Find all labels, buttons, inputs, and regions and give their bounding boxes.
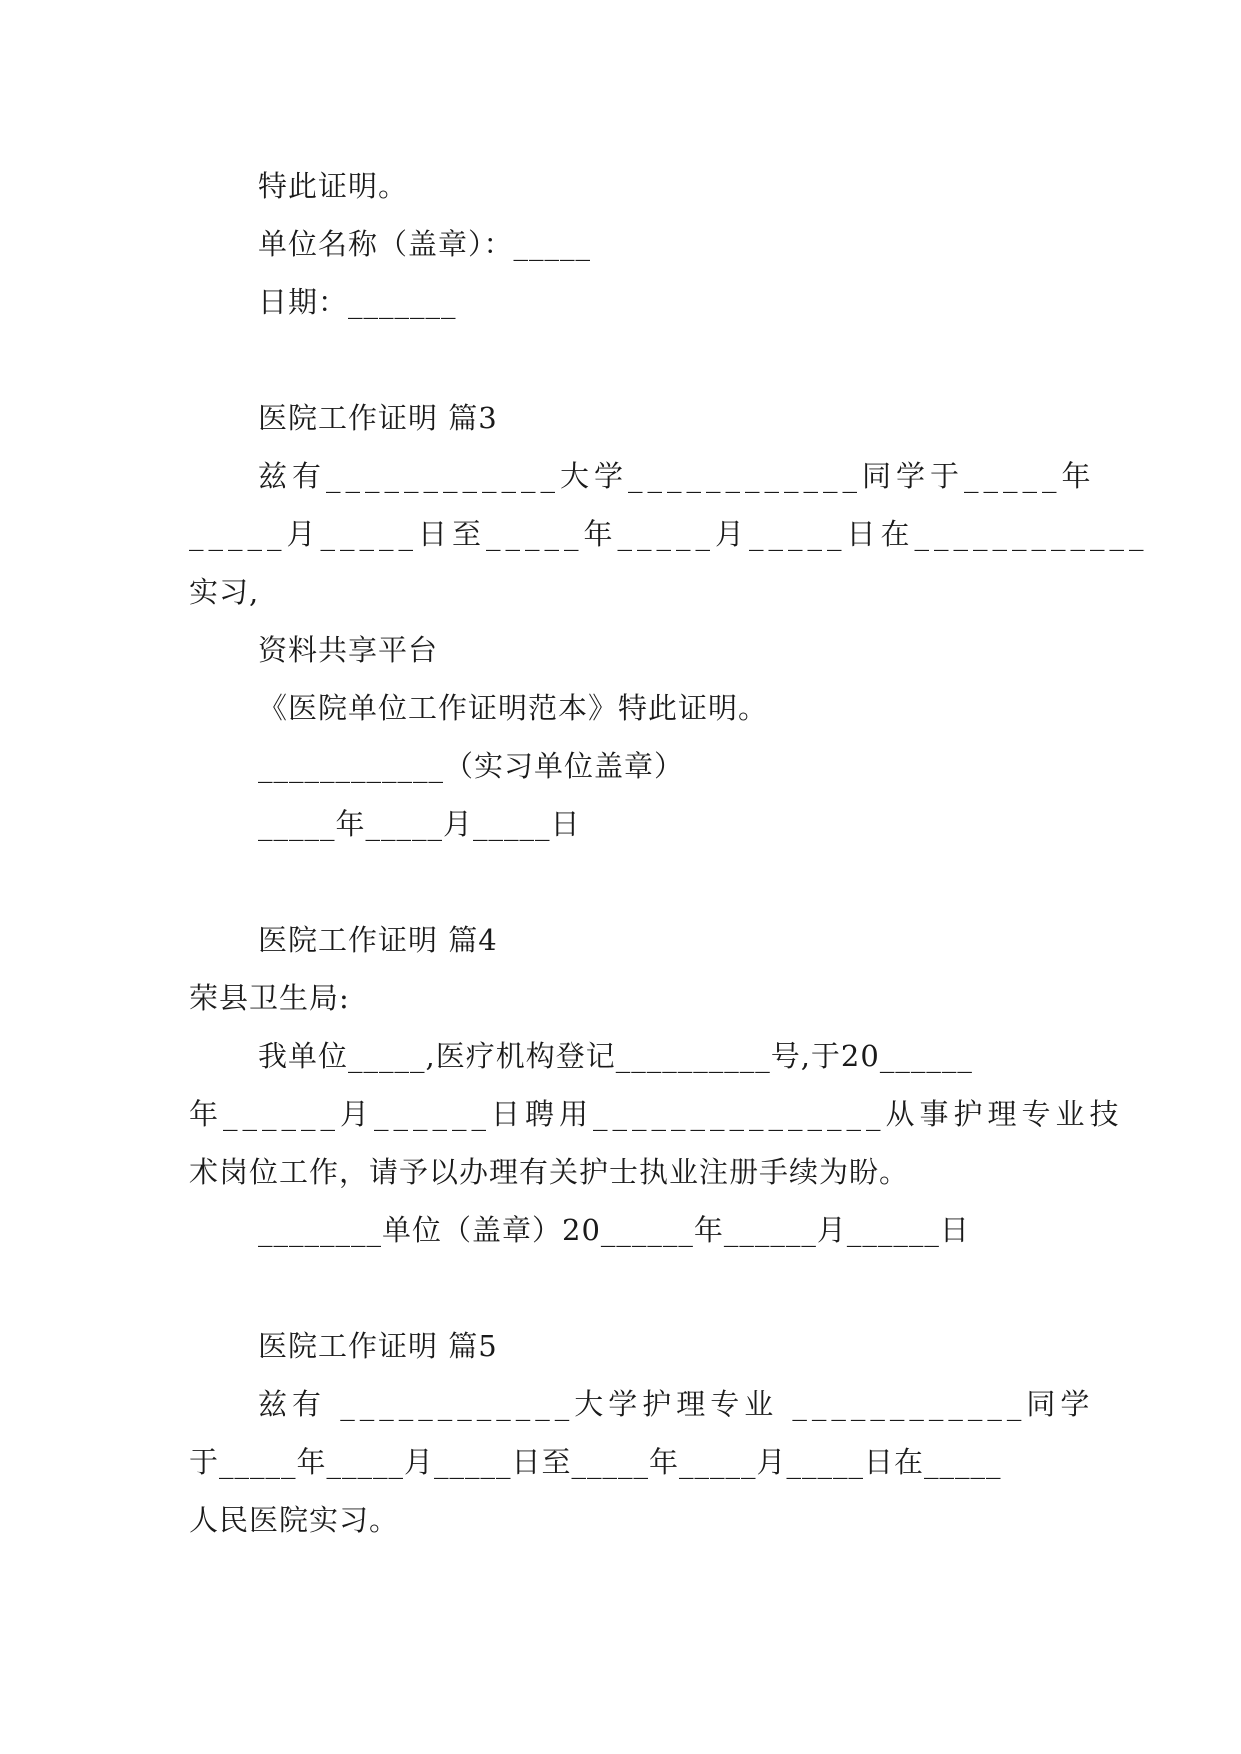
- section-5-title: 医院工作证明 篇5: [258, 1329, 498, 1363]
- section-3-line-3: 实习,: [189, 575, 260, 609]
- certify-line: 特此证明。: [258, 169, 409, 203]
- section-4-addressee: 荣县卫生局:: [189, 981, 350, 1015]
- section-5-line-2: 于_____年_____月_____日至_____年_____月_____日在_____: [189, 1445, 1002, 1479]
- section-3-line-7: _____年_____月_____日: [258, 807, 581, 841]
- section-4-line-1: 我单位_____,医疗机构登记__________号,于20______: [258, 1039, 973, 1073]
- section-3-line-5: 《医院单位工作证明范本》特此证明。: [258, 691, 769, 725]
- section-3-line-4: 资料共享平台: [258, 633, 439, 667]
- section-5-line-3: 人民医院实习。: [189, 1503, 400, 1537]
- section-4-line-4: ________单位（盖章）20______年______月______日: [258, 1213, 970, 1247]
- section-3-line-6: ____________（实习单位盖章）: [258, 749, 685, 783]
- section-4-line-2: 年______月______日聘用_______________从事护理专业技: [189, 1097, 1124, 1131]
- section-4-title: 医院工作证明 篇4: [258, 923, 498, 957]
- unit-name-line: 单位名称（盖章）：_____: [258, 227, 592, 261]
- section-3-line-2: _____月_____日至_____年_____月_____日在____________: [189, 517, 1149, 551]
- section-3-title: 医院工作证明 篇3: [258, 401, 498, 435]
- section-4-line-3: 术岗位工作，请予以办理有关护士执业注册手续为盼。: [189, 1155, 910, 1189]
- date-line: 日期：_______: [258, 285, 457, 319]
- section-3-line-1: 兹有____________大学____________同学于_____年: [258, 459, 1096, 493]
- section-5-line-1: 兹有 ____________大学护理专业 ____________同学: [258, 1387, 1095, 1421]
